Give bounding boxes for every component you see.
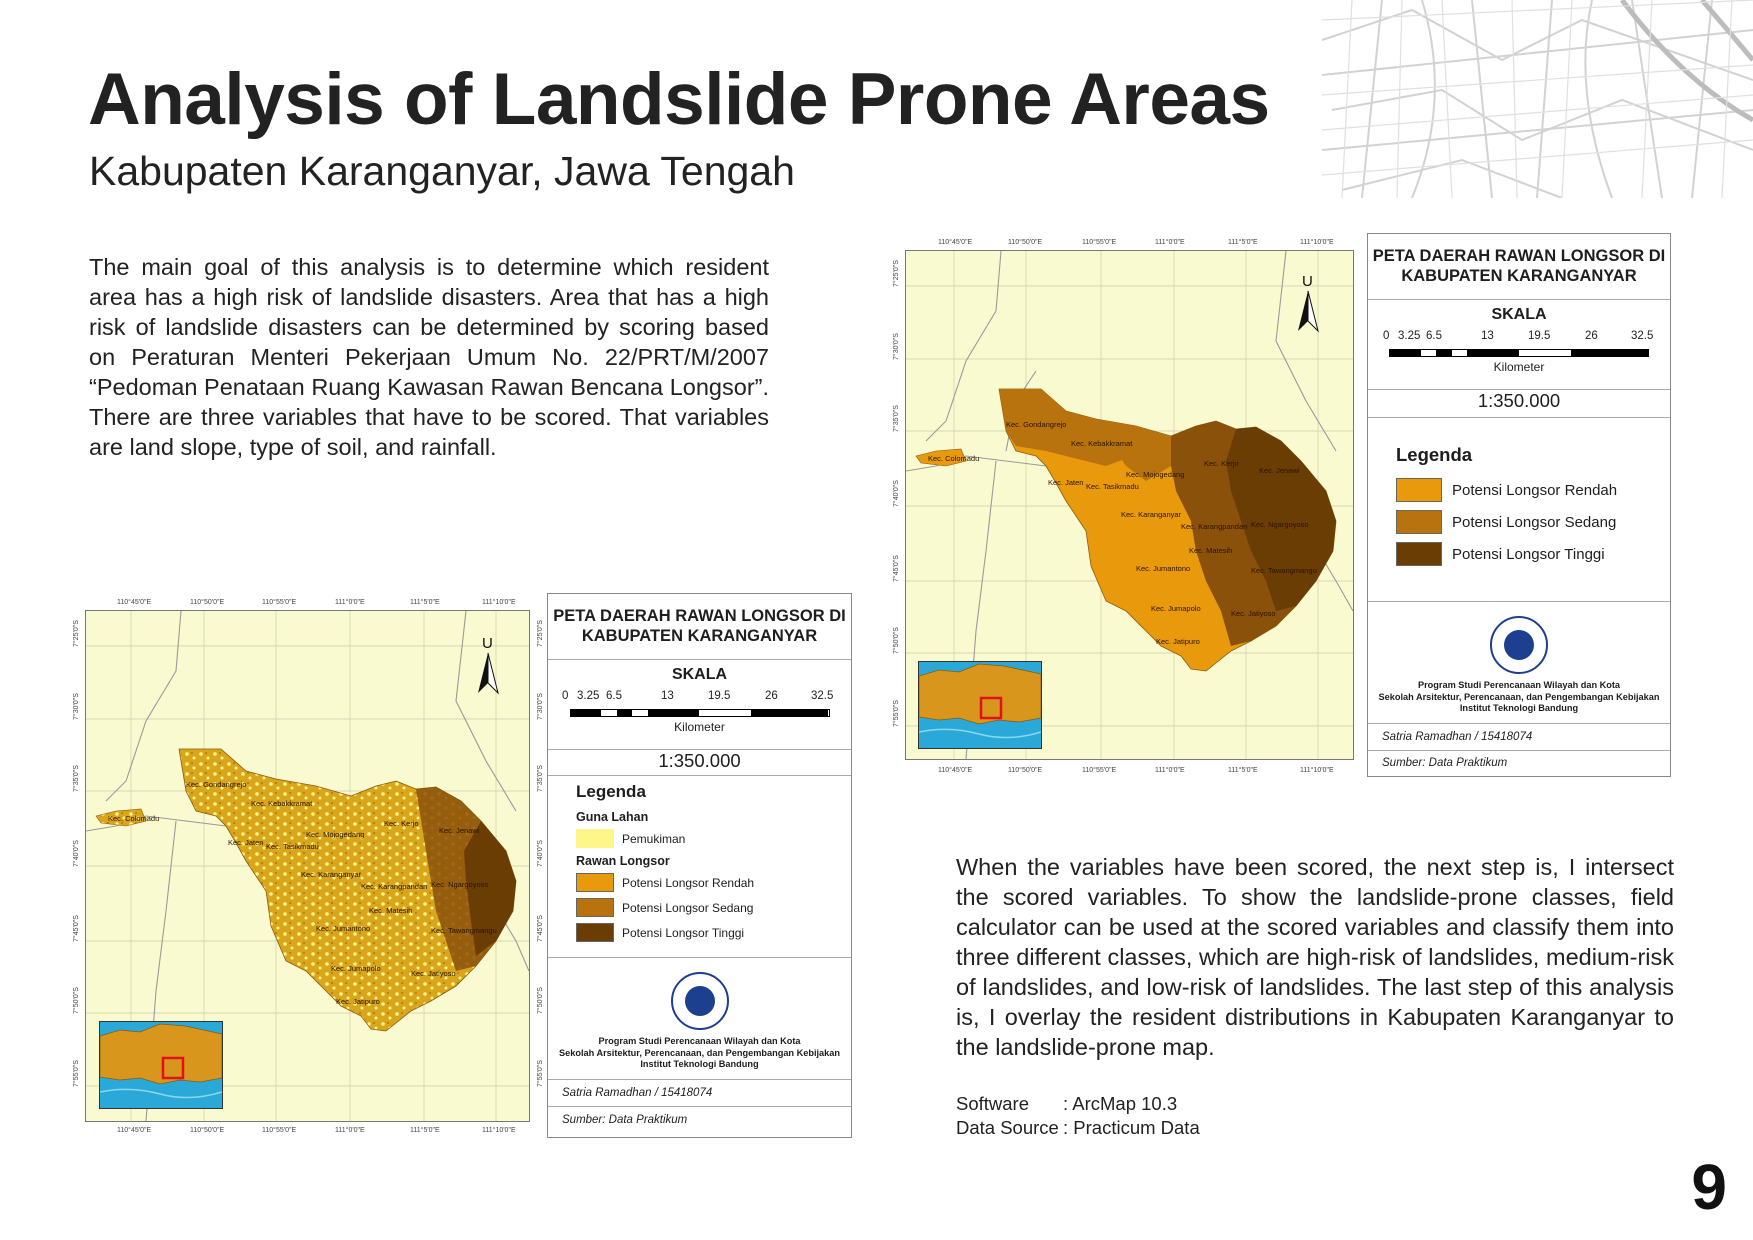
north-arrow-icon: [478, 635, 498, 693]
legend-group-guna-lahan: Guna Lahan: [576, 810, 649, 824]
lon-top-3: 110°55'0"E: [1082, 239, 1117, 246]
legend-item-sedang: [576, 898, 851, 917]
lon-top-3: 110°55'0"E: [262, 599, 297, 606]
legend-item-tinggi: [576, 923, 851, 942]
kec-label: Kec. Matesih: [1189, 546, 1233, 555]
scale-bar: [1389, 349, 1649, 357]
lon-bottom-1: 110°45'0"E: [938, 767, 973, 774]
lat-left-5: 7°45'0"S: [73, 915, 80, 942]
source-section: [1368, 751, 1670, 775]
kec-label: Kec. Karanganyar: [301, 870, 362, 879]
legend-item-label: Potensi Longsor Rendah: [1452, 481, 1618, 499]
kec-label: Kec. Jenawi: [1259, 466, 1300, 475]
legend-panel-top-right: [1367, 233, 1671, 777]
lon-top-1: 110°45'0"E: [117, 599, 152, 606]
map-top-right: [905, 250, 1354, 760]
lat-left-6: 7°50'0"S: [893, 627, 900, 654]
itb-logo-icon: [1490, 616, 1548, 674]
kec-label: Kec. Kebakkramat: [251, 799, 313, 808]
author-credit: Satria Ramadhan / 15418074: [1382, 731, 1533, 743]
lat-right-1: 7°25'0"S: [537, 620, 544, 647]
kec-label: Kec. Jumapolo: [331, 964, 381, 973]
institution-line: Institut Teknologi Bandung: [1459, 703, 1579, 713]
swatch-sedang: [1396, 510, 1442, 534]
kec-label: Kec. Tawangmangu: [431, 926, 497, 935]
swatch-rendah: [576, 873, 614, 892]
scale-unit: Kilometer: [674, 720, 725, 734]
swatch-rendah: [1396, 478, 1442, 502]
lat-left-3: 7°35'0"S: [73, 765, 80, 792]
lat-right-7: 7°55'0"S: [537, 1060, 544, 1087]
lon-bottom-5: 111°5'0"E: [410, 1127, 440, 1134]
kec-label: Kec. Kebakkramat: [1071, 439, 1133, 448]
lat-left-4: 7°40'0"S: [893, 480, 900, 507]
kec-label: Kec. Kerjo: [384, 819, 419, 828]
institution-line: Program Studi Perencanaan Wilayah dan Kota: [598, 1036, 801, 1046]
scale-section: [548, 660, 851, 750]
kec-label: Kec. Jaten: [1048, 478, 1084, 487]
legend-title: PETA DAERAH RAWAN LONGSOR DI KABUPATEN KARANGANYAR: [553, 607, 846, 645]
scale-numbers: [1368, 330, 1670, 346]
kec-label: Kec. Jatipuro: [336, 997, 380, 1006]
data-source-value: : Practicum Data: [1063, 1117, 1200, 1138]
scale-unit: Kilometer: [1493, 360, 1545, 374]
kec-label: Kec. Matesih: [369, 906, 413, 915]
page-subtitle: Kabupaten Karanganyar, Jawa Tengah: [89, 148, 795, 194]
legend-item-label: Potensi Longsor Rendah: [622, 875, 755, 890]
lon-bottom-2: 110°50'0"E: [1008, 767, 1043, 774]
lat-left-4: 7°40'0"S: [73, 840, 80, 867]
ratio-section: [548, 750, 851, 776]
legend-title-section: [1368, 234, 1670, 300]
lon-top-5: 111°5'0"E: [1228, 239, 1258, 246]
scale-section: [1368, 300, 1670, 390]
legend-item-rendah: [576, 873, 851, 892]
page-number: 9: [1691, 1151, 1727, 1223]
lon-top-4: 111°0'0"E: [1155, 239, 1185, 246]
lon-top-2: 110°50'0"E: [1008, 239, 1043, 246]
lon-top-6: 111°10'0"E: [482, 599, 516, 606]
swatch-pemukiman: [576, 829, 614, 848]
legend-group-rawan-longsor: Rawan Longsor: [576, 854, 670, 868]
data-source-credit: Sumber: Data Praktikum: [562, 1114, 688, 1126]
lon-bottom-4: 111°0'0"E: [335, 1127, 365, 1134]
lat-left-7: 7°55'0"S: [893, 700, 900, 727]
swatch-tinggi: [576, 923, 614, 942]
lat-left-7: 7°55'0"S: [73, 1060, 80, 1087]
lat-left-3: 7°35'0"S: [893, 405, 900, 432]
lat-left-6: 7°50'0"S: [73, 987, 80, 1014]
scale-num-6: 32.5: [811, 690, 834, 702]
north-arrow-icon: [1298, 273, 1318, 331]
data-source-credit: Sumber: Data Praktikum: [1382, 757, 1508, 769]
author-credit: Satria Ramadhan / 15418074: [562, 1087, 713, 1099]
kec-label: Kec. Jatiyoso: [411, 969, 456, 978]
scale-num-3: 13: [1481, 330, 1494, 342]
scale-num-5: 26: [1585, 330, 1598, 342]
scale-num-6: 32.5: [1631, 330, 1654, 342]
metadata-block: [956, 1092, 1200, 1140]
legend-item-pemukiman: [576, 829, 851, 848]
scale-num-0: 0: [1383, 330, 1390, 342]
lon-bottom-4: 111°0'0"E: [1155, 767, 1185, 774]
institution-line: Sekolah Arsitektur, Perencanaan, dan Pengembangan Kebijakan: [1378, 691, 1660, 702]
kec-label: Kec. Tasikmadu: [266, 842, 319, 851]
kec-label: Kec. Gondangrejo: [1006, 420, 1067, 429]
result-paragraph: When the variables have been scored, the next step is, I intersect the scored variables. To show the landslide-prone classes, field calculator can be used at the scored variables and classify them into three different classes, which are high-risk of landslides, medium-risk of landslides, and low-risk of landslides. The last step of this analysis is, I overlay the resident distributions in Kabupaten Karanganyar to the landslide-prone map.: [956, 854, 1674, 1060]
lon-top-4: 111°0'0"E: [335, 599, 365, 606]
legend-panel-bottom-left: [547, 593, 852, 1138]
kec-label: Kec. Mojogedang: [1126, 470, 1185, 479]
legend-item-label: Potensi Longsor Sedang: [622, 900, 754, 915]
legend-item-label: Potensi Longsor Tinggi: [622, 925, 745, 940]
lat-left-5: 7°45'0"S: [893, 555, 900, 582]
locator-inset-map: [99, 1021, 223, 1109]
institution-section: [548, 958, 851, 1080]
scale-num-1: 3.25: [577, 690, 600, 702]
lon-top-2: 110°50'0"E: [190, 599, 225, 606]
legend-items-section: [548, 776, 851, 958]
legend-item-label: Pemukiman: [622, 831, 686, 846]
legend-item-rendah: [1396, 478, 1670, 502]
lat-left-2: 7°30'0"S: [893, 333, 900, 360]
scale-bar: [570, 709, 830, 717]
swatch-sedang: [576, 898, 614, 917]
kec-label: Kec. Ngargoyoso: [1251, 520, 1309, 529]
legend-title: PETA DAERAH RAWAN LONGSOR DI KABUPATEN KARANGANYAR: [1372, 247, 1666, 285]
institution-section: [1368, 602, 1670, 724]
kec-label: Kec. Jatipuro: [1156, 637, 1200, 646]
lon-bottom-3: 110°55'0"E: [262, 1127, 297, 1134]
kec-label: Kec. Karangpandan: [1181, 522, 1248, 531]
kec-label: Kec. Colomadu: [108, 814, 160, 823]
legend-item-label: Potensi Longsor Sedang: [1452, 513, 1617, 531]
street-map-decoration: [1322, 0, 1753, 198]
kec-label: Kec. Karangpandan: [361, 882, 428, 891]
lon-bottom-1: 110°45'0"E: [117, 1127, 152, 1134]
lon-top-5: 111°5'0"E: [410, 599, 440, 606]
lon-bottom-6: 111°10'0"E: [1300, 767, 1334, 774]
scale-heading: SKALA: [671, 666, 728, 683]
kec-label: Kec. Kerjo: [1204, 459, 1239, 468]
kec-label: Kec. Karanganyar: [1121, 510, 1182, 519]
institution-line: Sekolah Arsitektur, Perencanaan, dan Pengembangan Kebijakan: [559, 1047, 840, 1058]
scale-heading: SKALA: [1491, 306, 1547, 323]
institution-line: Program Studi Perencanaan Wilayah dan Kota: [1417, 680, 1621, 690]
legend-item-label: Potensi Longsor Tinggi: [1452, 545, 1605, 563]
kec-label: Kec. Jenawi: [439, 826, 480, 835]
kec-label: Kec. Tasikmadu: [1086, 482, 1139, 491]
kec-label: Kec. Ngargoyoso: [431, 880, 489, 889]
lat-right-6: 7°50'0"S: [537, 987, 544, 1014]
lon-top-1: 110°45'0"E: [938, 239, 973, 246]
lon-bottom-6: 111°10'0"E: [482, 1127, 516, 1134]
scale-ratio: 1:350.000: [1477, 390, 1561, 411]
software-value: : ArcMap 10.3: [1063, 1093, 1178, 1114]
author-section: [1368, 724, 1670, 751]
kec-label: Kec. Jaten: [228, 838, 264, 847]
data-source-row: [956, 1116, 1200, 1140]
kec-label: Kec. Jumantono: [1136, 564, 1191, 573]
lon-top-6: 111°10'0"E: [1300, 239, 1334, 246]
kec-label: Kec. Mojogedang: [306, 830, 365, 839]
lat-right-3: 7°35'0"S: [537, 765, 544, 792]
kec-label: Kec. Jumantono: [316, 924, 371, 933]
lat-right-4: 7°40'0"S: [537, 840, 544, 867]
lat-left-2: 7°30'0"S: [73, 693, 80, 720]
legend-title-section: [548, 594, 851, 660]
scale-num-1: 3.25: [1398, 330, 1421, 342]
page-title: Analysis of Landslide Prone Areas: [88, 59, 1270, 140]
scale-num-5: 26: [765, 690, 778, 702]
scale-num-2: 6.5: [1426, 330, 1442, 342]
legend-heading: Legenda: [1396, 444, 1473, 465]
kec-label: Kec. Jumapolo: [1151, 604, 1201, 613]
scale-num-4: 19.5: [708, 690, 731, 702]
lat-left-1: 7°25'0"S: [73, 620, 80, 647]
lat-right-2: 7°30'0"S: [537, 693, 544, 720]
kec-label: Kec. Jatiyoso: [1231, 609, 1276, 618]
scale-ratio: 1:350.000: [658, 750, 741, 771]
lon-bottom-3: 110°55'0"E: [1082, 767, 1117, 774]
kec-label: Kec. Gondangrejo: [186, 780, 247, 789]
legend-heading: Legenda: [576, 782, 646, 801]
software-label: Software: [956, 1093, 1030, 1114]
institution-line: Institut Teknologi Bandung: [640, 1059, 759, 1069]
ratio-section: [1368, 390, 1670, 418]
scale-numbers: [548, 690, 851, 706]
legend-item-tinggi: [1396, 542, 1670, 566]
software-row: [956, 1092, 1200, 1116]
map-bottom-left: [85, 610, 530, 1122]
north-letter: U: [482, 635, 493, 652]
intro-paragraph: The main goal of this analysis is to determine which resident area has a high risk of landslide disasters. Area that has a high risk of landslide disasters can be determined by scoring based on Peraturan Menteri Pekerjaan Umum No. 22/PRT/M/2007 “Pedoman Penataan Ruang Kawasan Rawan Bencana Longsor”. There are three variables that have to be scored. That variables are land slope, type of soil, and rainfall.: [89, 254, 769, 460]
lon-bottom-5: 111°5'0"E: [1228, 767, 1258, 774]
lat-left-1: 7°25'0"S: [893, 260, 900, 287]
author-section: [548, 1080, 851, 1107]
legend-items-section: [1368, 418, 1670, 602]
legend-item-sedang: [1396, 510, 1670, 534]
scale-num-2: 6.5: [606, 690, 622, 702]
swatch-tinggi: [1396, 542, 1442, 566]
itb-logo-icon: [671, 972, 729, 1030]
lon-bottom-2: 110°50'0"E: [190, 1127, 225, 1134]
data-source-label: Data Source: [956, 1117, 1059, 1138]
scale-num-0: 0: [562, 690, 569, 702]
locator-inset-map: [918, 661, 1042, 749]
lat-right-5: 7°45'0"S: [537, 915, 544, 942]
scale-num-4: 19.5: [1528, 330, 1551, 342]
kec-label: Kec. Colomadu: [928, 454, 980, 463]
north-letter: U: [1302, 273, 1313, 290]
source-section: [548, 1107, 851, 1133]
scale-num-3: 13: [661, 690, 674, 702]
kec-label: Kec. Tawangmangu: [1251, 566, 1317, 575]
